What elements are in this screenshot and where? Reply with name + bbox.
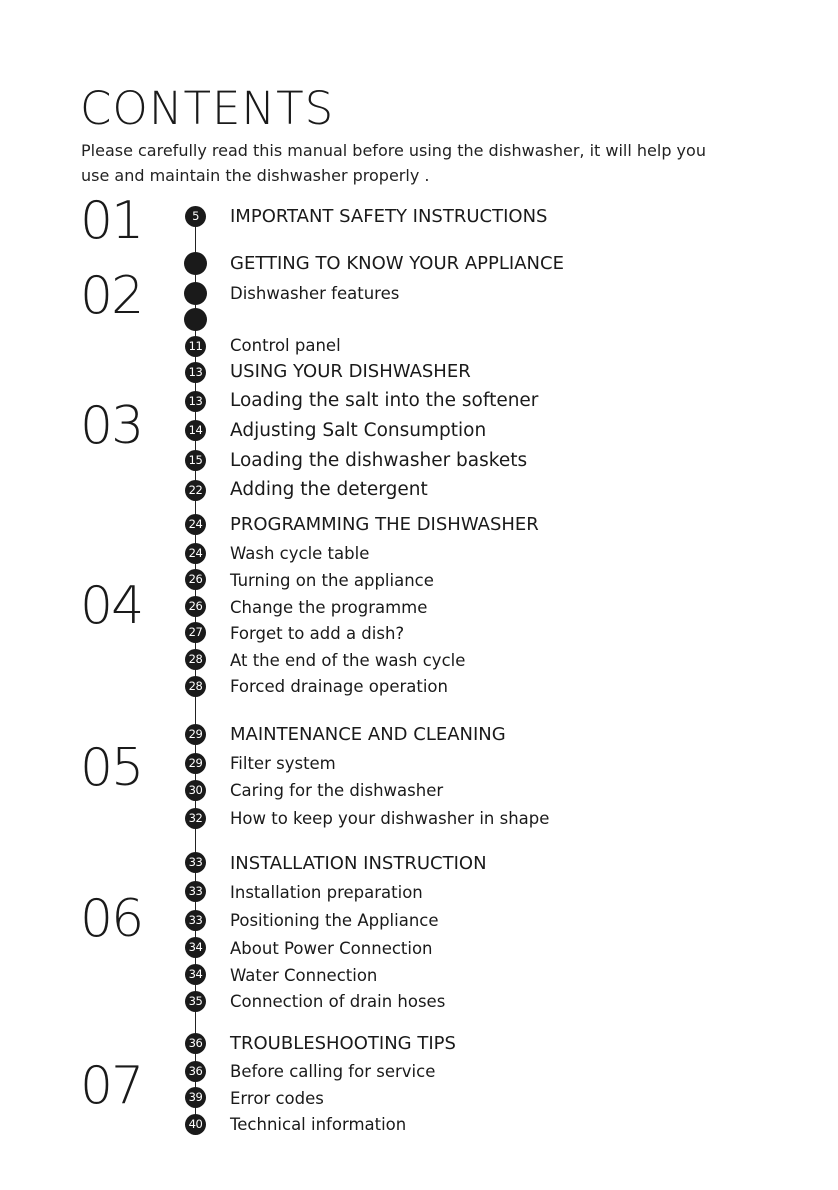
intro-line-1: Please carefully read this manual before using the dishwasher, it will help you — [81, 141, 706, 160]
toc-heading-troubleshooting[interactable]: TROUBLESHOOTING TIPS — [230, 1033, 456, 1054]
toc-entry-water-connection[interactable]: Water Connection — [230, 966, 378, 985]
page-badge: 28 — [185, 649, 206, 670]
toc-entry-turning-on[interactable]: Turning on the appliance — [230, 571, 434, 590]
toc-entry-dishwasher-features[interactable]: Dishwasher features — [230, 284, 400, 303]
toc-entry-positioning[interactable]: Positioning the Appliance — [230, 911, 439, 930]
page-badge: 35 — [185, 991, 206, 1012]
page-badge: 27 — [185, 622, 206, 643]
page-badge: 26 — [185, 569, 206, 590]
page-badge — [184, 252, 207, 275]
toc-entry-forget-dish[interactable]: Forget to add a dish? — [230, 624, 405, 643]
page-badge: 13 — [185, 391, 206, 412]
page-badge — [184, 308, 207, 331]
page-badge: 39 — [185, 1087, 206, 1108]
page-badge: 24 — [185, 514, 206, 535]
page-badge: 29 — [185, 724, 206, 745]
section-number-07: 07 — [80, 1056, 143, 1116]
toc-entry-control-panel[interactable]: Control panel — [230, 336, 341, 355]
toc-heading-safety[interactable]: IMPORTANT SAFETY INSTRUCTIONS — [230, 206, 548, 227]
toc-entry-detergent[interactable]: Adding the detergent — [230, 479, 428, 500]
toc-entry-wash-cycle-table[interactable]: Wash cycle table — [230, 544, 370, 563]
toc-heading-installation[interactable]: INSTALLATION INSTRUCTION — [230, 853, 487, 874]
toc-heading-using[interactable]: USING YOUR DISHWASHER — [230, 361, 471, 382]
toc-entry-error-codes[interactable]: Error codes — [230, 1089, 324, 1108]
toc-entry-power-connection[interactable]: About Power Connection — [230, 939, 433, 958]
intro-line-2: use and maintain the dishwasher properly . — [81, 166, 430, 185]
section-number-03: 03 — [80, 396, 143, 456]
toc-entry-drain-hoses[interactable]: Connection of drain hoses — [230, 992, 446, 1011]
toc-entry-installation-prep[interactable]: Installation preparation — [230, 883, 423, 902]
page-badge: 30 — [185, 780, 206, 801]
section-number-02: 02 — [80, 266, 143, 326]
page-badge: 11 — [185, 336, 206, 357]
toc-entry-baskets[interactable]: Loading the dishwasher baskets — [230, 450, 528, 471]
page-badge — [184, 282, 207, 305]
page-badge: 14 — [185, 420, 206, 441]
toc-entry-change-programme[interactable]: Change the programme — [230, 598, 428, 617]
toc-entry-calling-service[interactable]: Before calling for service — [230, 1062, 436, 1081]
section-number-06: 06 — [80, 889, 143, 949]
section-number-01: 01 — [80, 191, 143, 251]
page-badge: 29 — [185, 753, 206, 774]
page-badge: 13 — [185, 362, 206, 383]
page-badge: 36 — [185, 1061, 206, 1082]
toc-entry-caring[interactable]: Caring for the dishwasher — [230, 781, 444, 800]
toc-heading-programming[interactable]: PROGRAMMING THE DISHWASHER — [230, 514, 539, 535]
toc-entry-keep-in-shape[interactable]: How to keep your dishwasher in shape — [230, 809, 550, 828]
page-badge: 26 — [185, 596, 206, 617]
toc-heading-maintenance[interactable]: MAINTENANCE AND CLEANING — [230, 724, 506, 745]
page-badge: 28 — [185, 676, 206, 697]
toc-entry-salt-consumption[interactable]: Adjusting Salt Consumption — [230, 420, 487, 441]
toc-entry-forced-drainage[interactable]: Forced drainage operation — [230, 677, 448, 696]
page-badge: 34 — [185, 964, 206, 985]
page-badge: 34 — [185, 937, 206, 958]
page-badge: 22 — [185, 480, 206, 501]
toc-entry-filter-system[interactable]: Filter system — [230, 754, 336, 773]
page-badge: 33 — [185, 852, 206, 873]
page-badge: 32 — [185, 808, 206, 829]
page-badge: 40 — [185, 1114, 206, 1135]
intro-text — [81, 138, 721, 188]
page-badge: 33 — [185, 910, 206, 931]
page-badge: 33 — [185, 881, 206, 902]
toc-entry-end-of-cycle[interactable]: At the end of the wash cycle — [230, 651, 466, 670]
section-number-05: 05 — [80, 738, 143, 798]
page-badge: 15 — [185, 450, 206, 471]
toc-heading-getting-to-know[interactable]: GETTING TO KNOW YOUR APPLIANCE — [230, 253, 564, 274]
page-badge: 36 — [185, 1033, 206, 1054]
page-title: CONTENTS — [80, 82, 335, 135]
page-badge: 5 — [185, 206, 206, 227]
section-number-04: 04 — [80, 576, 143, 636]
toc-entry-technical-info[interactable]: Technical information — [230, 1115, 407, 1134]
toc-entry-salt-softener[interactable]: Loading the salt into the softener — [230, 390, 539, 411]
page-badge: 24 — [185, 543, 206, 564]
